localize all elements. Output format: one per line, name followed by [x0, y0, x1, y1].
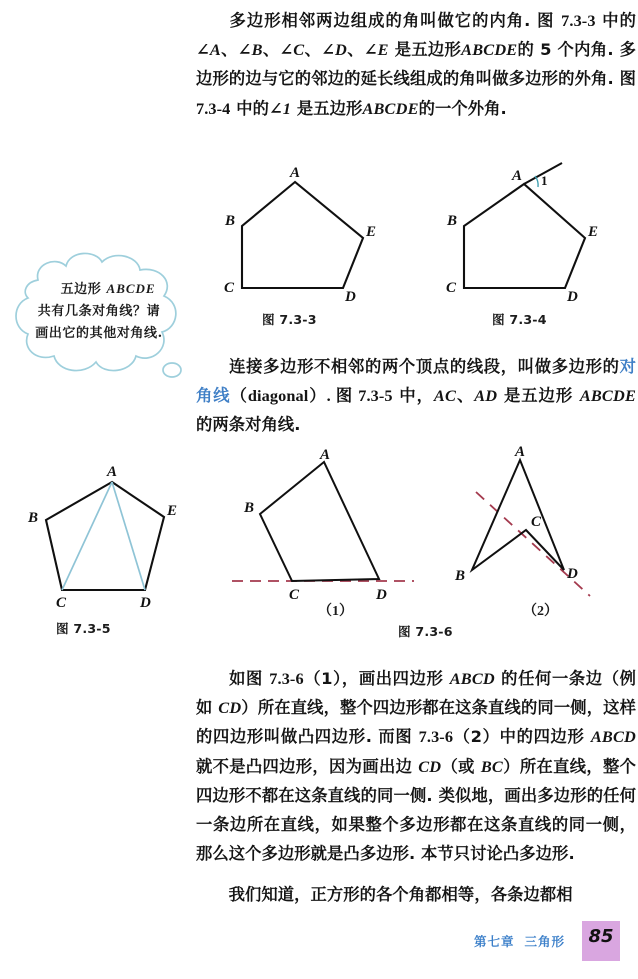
segment-ac: AC: [433, 386, 457, 406]
convex-seg5: （2）中的四边形: [453, 727, 591, 747]
figure-736-1-subcaption: （1）: [318, 604, 353, 619]
vertex-label-d: D: [567, 566, 578, 582]
side-bc: BC: [480, 756, 503, 776]
diag-seg3: 中，: [392, 386, 434, 406]
diagonal-ac: [62, 482, 112, 590]
figure-reference-733: 7.3-3: [561, 11, 596, 30]
angle-b: ∠B: [237, 40, 263, 60]
paragraph-interior-angles: [196, 6, 636, 123]
segment-ad: AD: [474, 386, 498, 406]
figure-reference-736-a: 7.3-6: [269, 669, 304, 688]
quad-abcd-2: ABCD: [590, 727, 636, 747]
sep3: 、: [304, 40, 322, 60]
pentagon-outline: [242, 182, 363, 288]
convex-seg6: 就不是凸四边形，因为画出边: [196, 756, 419, 776]
vertex-label-b: B: [244, 500, 255, 516]
vertex-label-b: B: [455, 568, 466, 584]
bubble-line3: 画出它的其他对角线.: [35, 326, 163, 341]
bubble-text-block: [24, 278, 174, 345]
vertex-label-d: D: [140, 595, 151, 611]
vertex-label-c: C: [531, 514, 542, 530]
last-text: 我们知道，正方形的各个角都相等，各条边都相: [228, 885, 573, 904]
bubble-tail-large: [163, 363, 181, 377]
side-cd-1: CD: [218, 698, 242, 718]
diagonal-ad: [112, 482, 145, 590]
vertex-label-c: C: [56, 595, 67, 611]
vertex-label-b: B: [225, 213, 236, 229]
angle-1: ∠1: [268, 98, 292, 118]
page-number-badge: [582, 921, 620, 961]
vertex-label-c: C: [446, 280, 457, 296]
vertex-label-d: D: [567, 289, 578, 305]
intro-seg5: 中的: [230, 98, 269, 118]
figure-736-1-convex-quadrilateral: [232, 447, 414, 603]
bubble-line1-b: ABCDE: [106, 281, 156, 296]
polygon-abcde-1: ABCDE: [461, 40, 518, 60]
intro-seg4: 的 5 个内角. 多边形的边与它的邻边的延长线组成的角叫做多边形的外角. 图: [196, 40, 637, 89]
vertex-label-a: A: [512, 168, 523, 184]
figure-734-caption: 图 7.3-4: [492, 312, 547, 327]
figure-735-pentagon-with-diagonals: [14, 460, 199, 620]
figure-736-2-concave-quadrilateral: [438, 446, 618, 606]
footer-chapter-number: 第七章: [474, 934, 515, 949]
polygon-abcde-3: ABCDE: [579, 386, 637, 406]
convex-seg8: ）所在直线，整个四边形不都在这条直线的同一侧. 类似地，画出多边形的任何一条边所在直线，如果整个多边形都在这条直线的同一侧，那么这个多边形就是凸多边形. 本节只讨论凸多边形.: [196, 756, 636, 864]
quadrilateral-outline: [260, 462, 379, 581]
figure-reference-736-b: 7.3-6: [418, 727, 454, 747]
figure-735-caption: 图 7.3-5: [56, 621, 111, 636]
figure-736-caption: 图 7.3-6: [398, 624, 453, 639]
angle-a: ∠A: [196, 40, 221, 60]
vertex-label-b: B: [28, 510, 39, 526]
intro-seg6: 是五边形: [291, 98, 363, 118]
diag-seg1: 连接多边形不相邻的两个顶点的线段，叫做多边形的: [228, 357, 620, 376]
convex-seg1: 如图: [228, 669, 270, 688]
vertex-label-d: D: [376, 587, 387, 603]
pentagon-outline: [464, 184, 585, 288]
sep4: 、: [347, 40, 364, 60]
vertex-label-e: E: [167, 503, 178, 519]
sep1: 、: [220, 40, 238, 60]
vertex-label-b: B: [447, 213, 458, 229]
convex-seg4: ）所在直线，整个四边形都在这条直线的同一侧，这样的四边形叫做凸四边形. 而图: [196, 698, 636, 747]
intro-seg3: 是五边形: [388, 40, 462, 60]
intro-seg1: 多边形相邻两边组成的角叫做它的内角. 图: [228, 11, 562, 30]
bubble-line1-a: 五边形: [60, 282, 102, 297]
polygon-abcde-2: ABCDE: [362, 98, 419, 118]
quadrilateral-outline: [472, 460, 564, 570]
figure-reference-735: 7.3-5: [358, 386, 393, 406]
vertex-label-a: A: [320, 447, 331, 463]
convex-seg2: （1），画出四边形: [303, 669, 450, 688]
vertex-label-a: A: [290, 165, 301, 181]
figure-733-pentagon: [218, 166, 378, 306]
diag-sep: 、: [456, 386, 475, 406]
convex-seg3: 的任何一条边（例如: [196, 669, 636, 718]
figure-reference-734: 7.3-4: [196, 98, 231, 118]
bubble-line2: 共有几条对角线？请: [37, 304, 161, 319]
angle-d: ∠D: [321, 40, 348, 60]
page-number: 85: [588, 926, 614, 947]
paragraph-square-properties: [196, 880, 636, 909]
figure-736-2-subcaption: （2）: [523, 604, 558, 619]
vertex-label-e: E: [588, 224, 599, 240]
diag-seg4: 是五边形: [497, 386, 580, 406]
angle-e: ∠E: [363, 40, 389, 60]
vertex-label-a: A: [107, 464, 118, 480]
vertex-label-e: E: [366, 224, 377, 240]
angle-number-label: 1: [541, 173, 548, 188]
term-diagonal: 对角线: [196, 357, 636, 406]
vertex-label-c: C: [289, 587, 300, 603]
figure-734-pentagon-exterior-angle: [440, 160, 600, 310]
paragraph-diagonal-definition: [196, 352, 636, 440]
sep2: 、: [262, 40, 280, 60]
intro-seg7: 的一个外角.: [418, 98, 507, 118]
intro-seg2: 中的: [595, 11, 637, 30]
quad-abcd-1: ABCD: [449, 669, 495, 688]
diag-seg2: （diagonal）. 图: [230, 386, 359, 406]
convex-seg7: （或: [441, 756, 481, 776]
vertex-label-c: C: [224, 280, 235, 296]
paragraph-convex-polygon: [196, 664, 636, 868]
side-cd-2: CD: [418, 756, 442, 776]
vertex-label-a: A: [515, 444, 526, 460]
angle-c: ∠C: [279, 40, 305, 60]
thought-bubble: [4, 242, 192, 384]
vertex-label-d: D: [345, 289, 356, 305]
figure-733-caption: 图 7.3-3: [262, 312, 317, 327]
footer-chapter-label: [474, 932, 565, 950]
footer-chapter-title: 三角形: [524, 934, 566, 949]
diag-seg5: 的两条对角线.: [196, 415, 301, 435]
